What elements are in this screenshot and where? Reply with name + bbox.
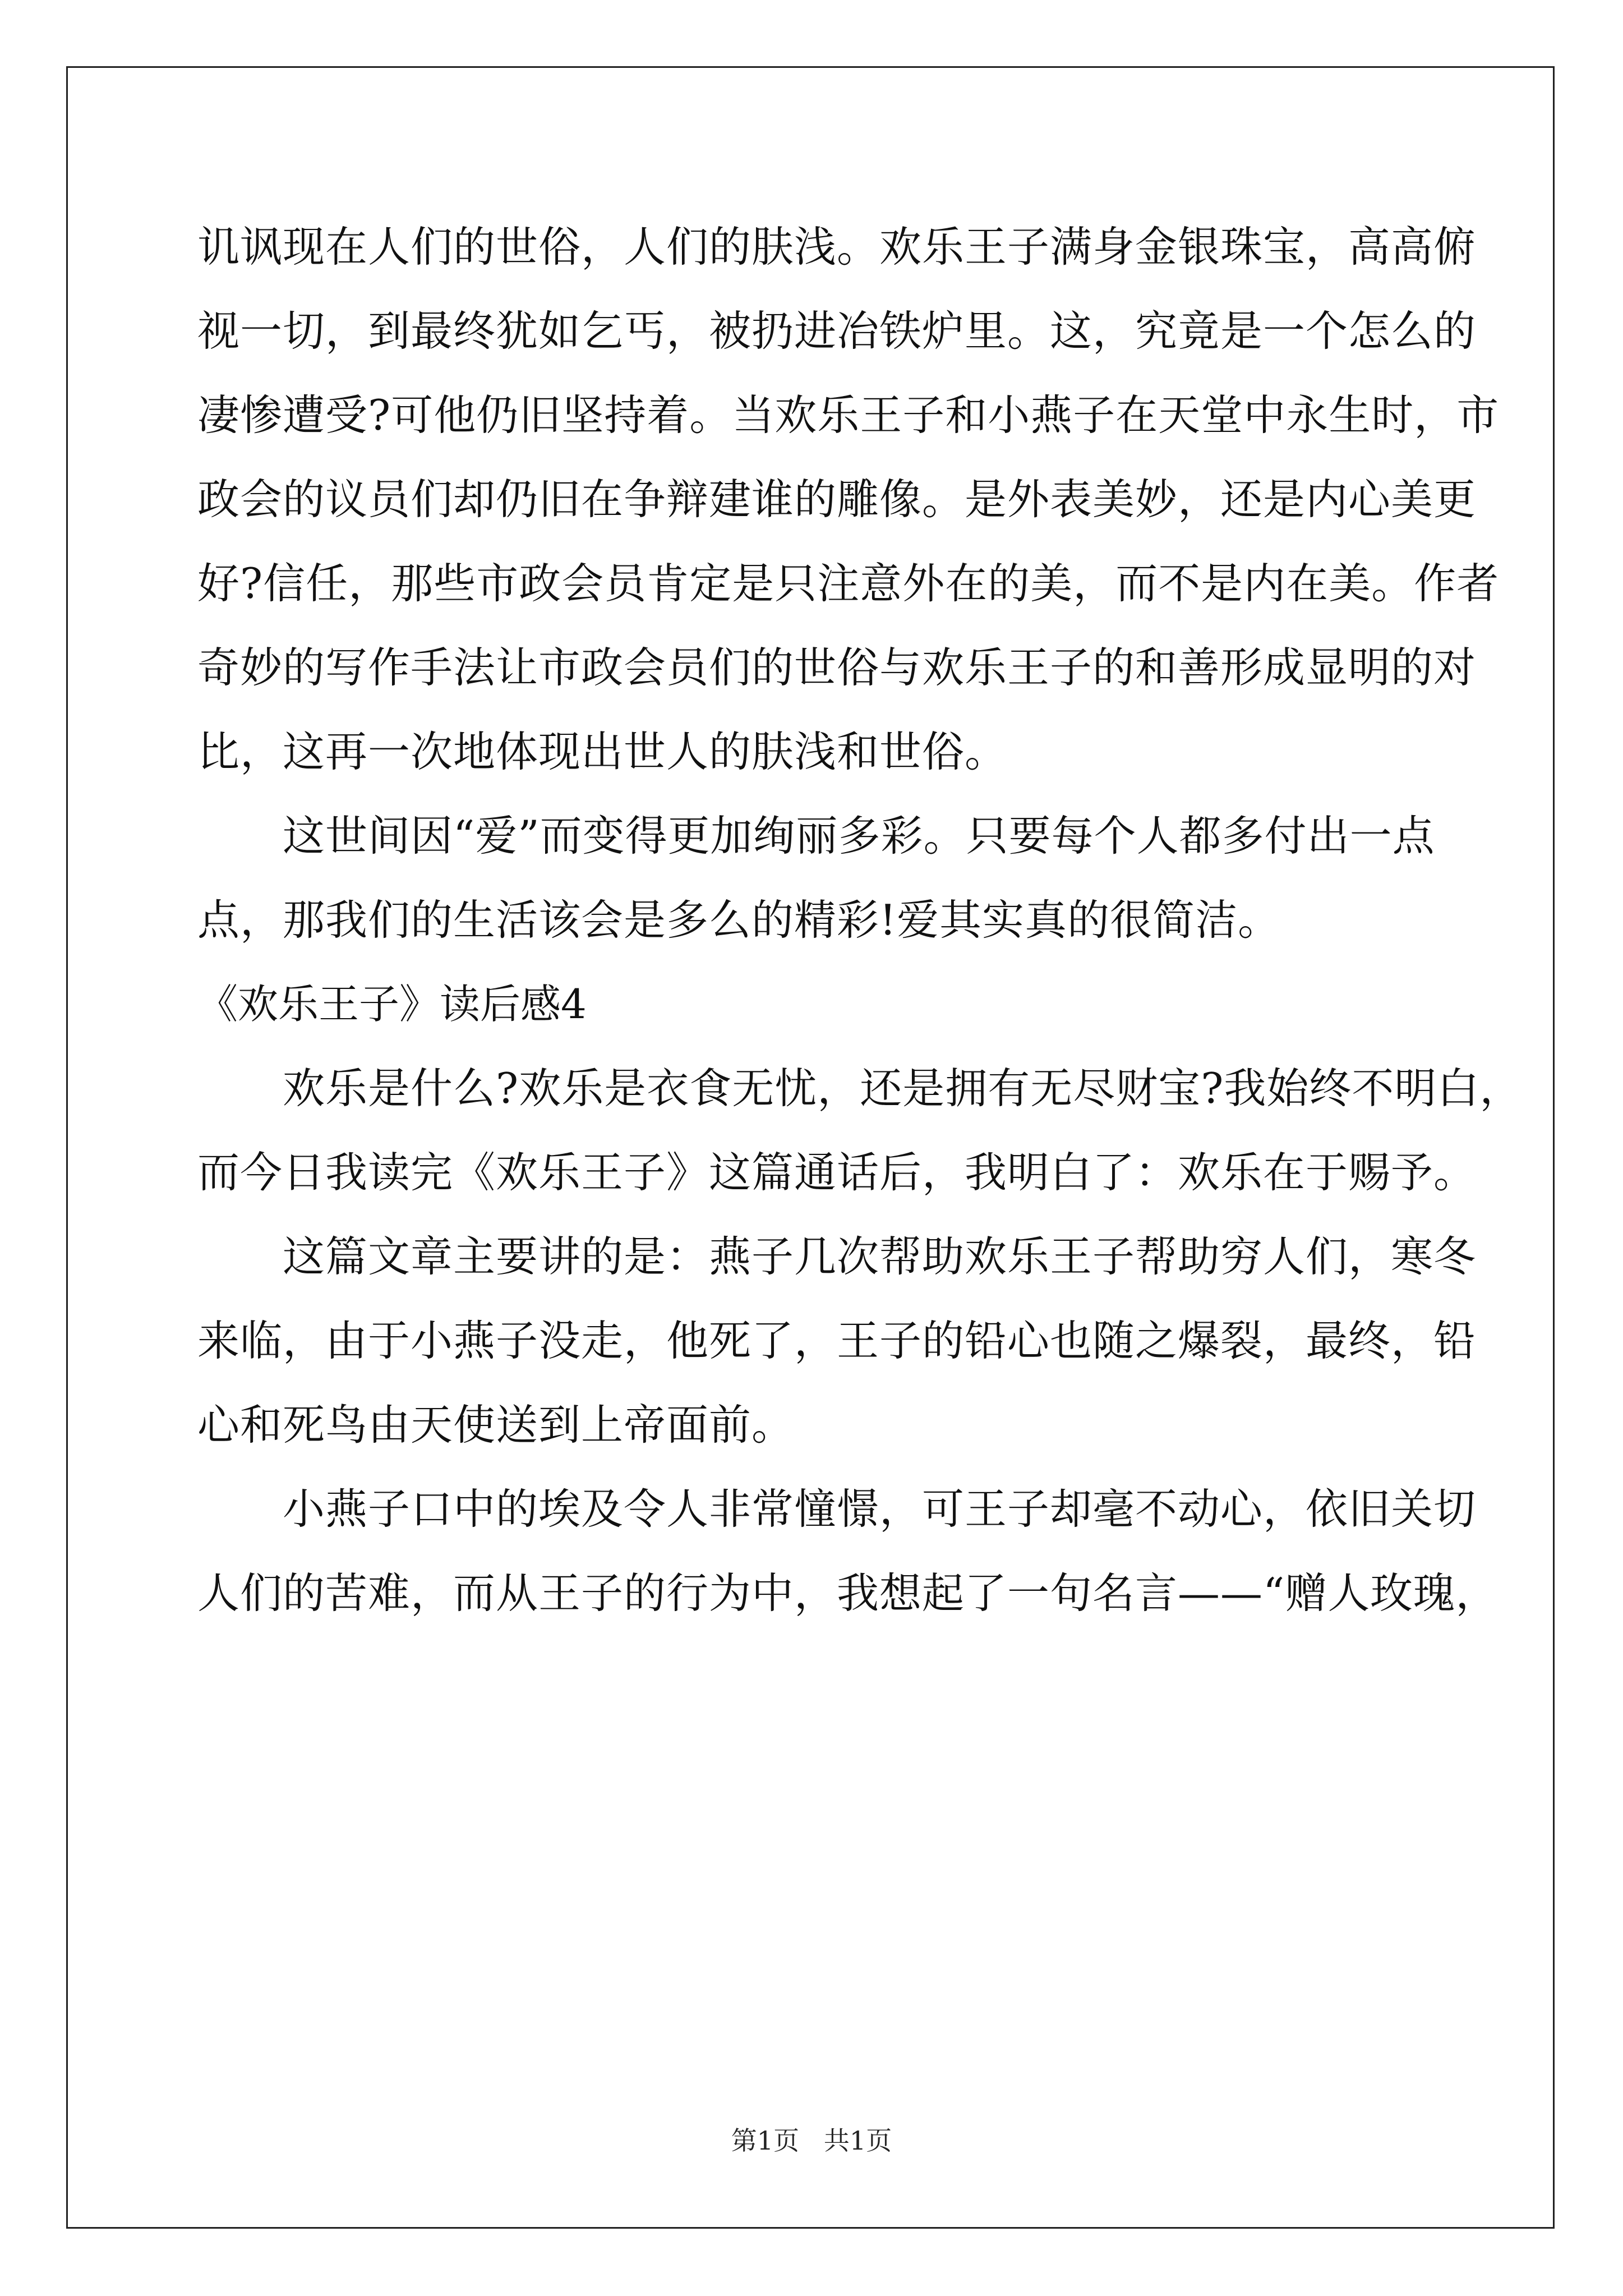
paragraph (197, 213, 1500, 802)
text-line: 欢乐是什么?欢乐是衣食无忧，还是拥有无尽财宝?我始终不明白， (283, 1064, 1523, 1113)
text-line: 心和死鸟由天使送到上帝面前。 (197, 1400, 795, 1450)
text-line: 而今日我读完《欢乐王子》这篇通话后，我明白了：欢乐在于赐予。 (197, 1148, 1477, 1197)
paragraph (197, 1055, 1523, 1223)
paragraph (197, 1223, 1477, 1475)
text-line: 这篇文章主要讲的是：燕子几次帮助欢乐王子帮助穷人们，寒冬 (283, 1232, 1477, 1281)
text-line: 点，那我们的生活该会是多么的精彩!爱其实真的很简洁。 (197, 895, 1281, 945)
text-line: 来临，由于小燕子没走，他死了，王子的铅心也随之爆裂，最终，铅 (197, 1316, 1477, 1365)
text-line: 这世间因“爱”而变得更加绚丽多彩。只要每个人都多付出一点 (283, 811, 1435, 861)
text-line: 视一切，到最终犹如乞丐，被扔进冶铁炉里。这，究竟是一个怎么的 (197, 306, 1477, 356)
text-line: 人们的苦难，而从王子的行为中，我想起了一句名言——“赠人玫瑰， (197, 1568, 1498, 1618)
paragraph (197, 1475, 1498, 1644)
text-line: 比，这再一次地体现出世人的肤浅和世俗。 (197, 727, 1008, 776)
paragraph (197, 802, 1435, 970)
page-footer: 第1页 共1页 (731, 2125, 892, 2156)
text-line: 奇妙的写作手法让市政会员们的世俗与欢乐王子的和善形成显明的对 (197, 643, 1477, 692)
section-heading: 《欢乐王子》读后感4 (197, 981, 587, 1028)
text-line: 好?信任，那些市政会员肯定是只注意外在的美，而不是内在美。作者 (197, 559, 1500, 608)
text-line: 讥讽现在人们的世俗，人们的肤浅。欢乐王子满身金银珠宝，高高俯 (197, 222, 1477, 272)
text-line: 政会的议员们却仍旧在争辩建谁的雕像。是外表美妙，还是内心美更 (197, 475, 1477, 524)
text-line: 凄惨遭受?可他仍旧坚持着。当欢乐王子和小燕子在天堂中永生时，市 (197, 390, 1500, 440)
document-body (197, 213, 1523, 1644)
text-line: 小燕子口中的埃及令人非常憧憬，可王子却毫不动心，依旧关切 (283, 1484, 1477, 1534)
